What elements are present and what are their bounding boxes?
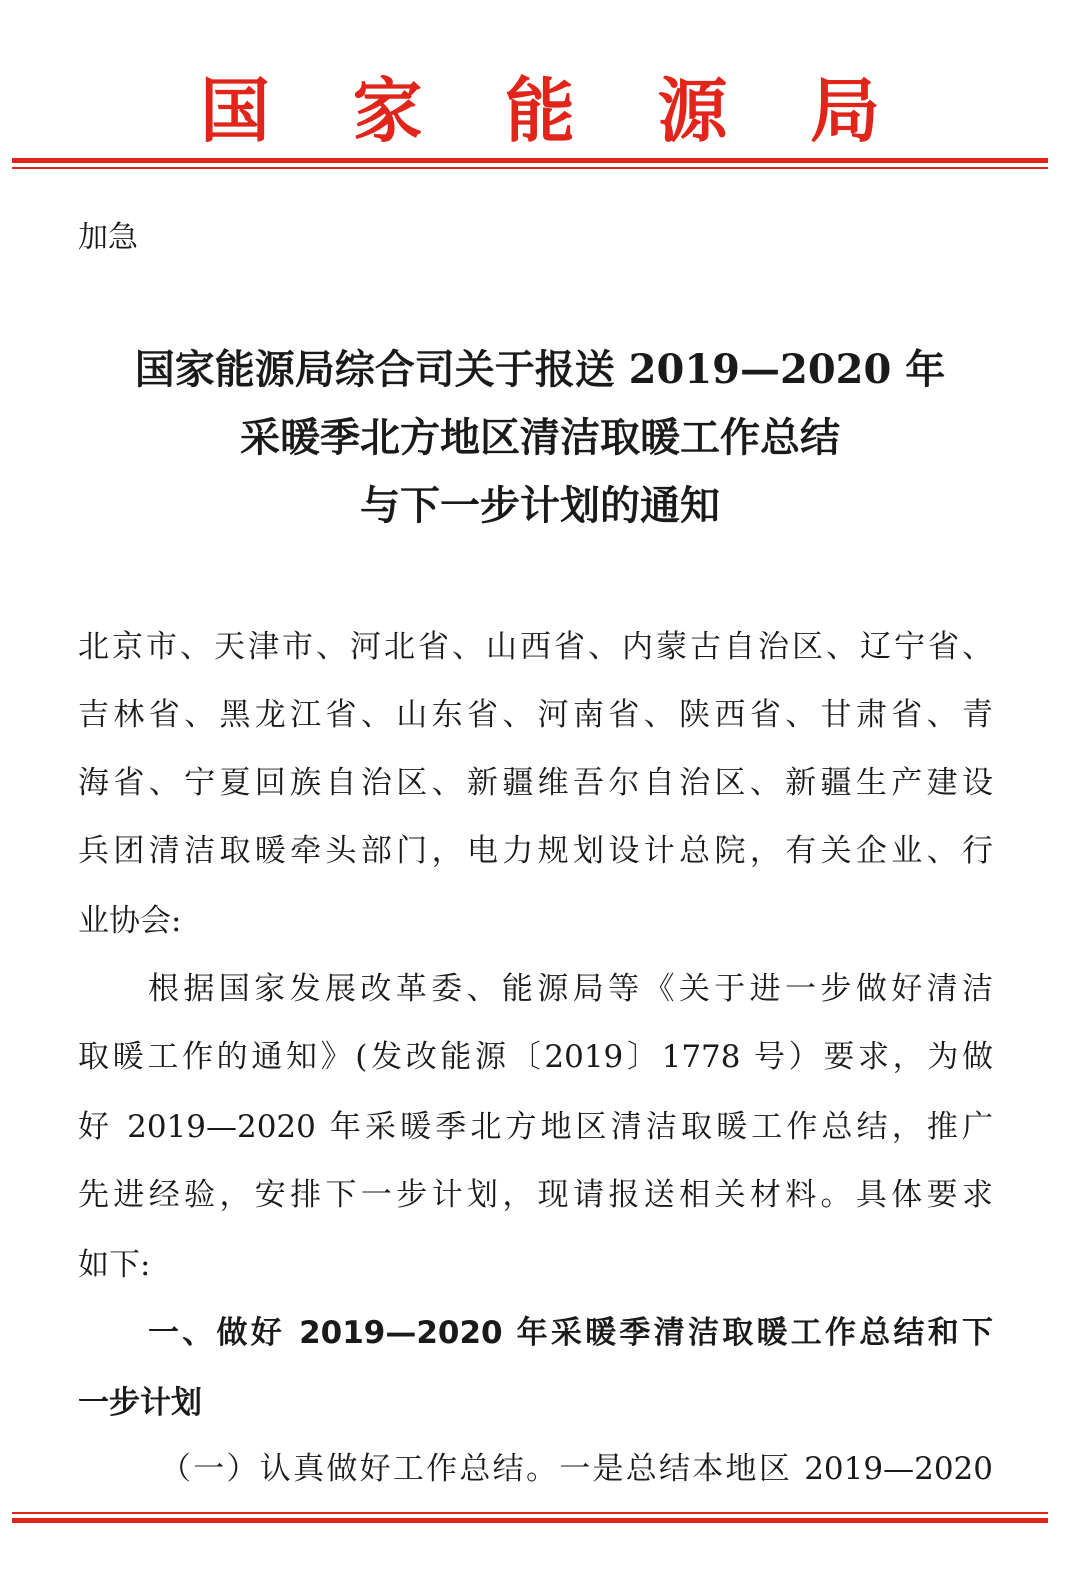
paragraph-line: 先进经验，安排下一步计划，现请报送相关材料。具体要求 bbox=[78, 1177, 993, 1213]
section-heading-line: 一、做好 2019—2020 年采暖季清洁取暖工作总结和下 bbox=[148, 1315, 993, 1351]
paragraph-line: 好 2019—2020 年采暖季北方地区清洁取暖工作总结，推广 bbox=[78, 1109, 993, 1145]
paragraph-line: 根据国家发展改革委、能源局等《关于进一步做好清洁 bbox=[148, 971, 993, 1007]
document-title bbox=[60, 336, 1020, 540]
header-divider-thick bbox=[12, 158, 1048, 163]
letterhead-char: 家 bbox=[352, 68, 423, 152]
section-heading-line: 一步计划 bbox=[78, 1385, 202, 1421]
recipients-line: 兵团清洁取暖牵头部门，电力规划设计总院，有关企业、行 bbox=[78, 833, 993, 869]
title-line-2: 采暖季北方地区清洁取暖工作总结 bbox=[240, 414, 840, 461]
footer-divider-thin bbox=[12, 1512, 1048, 1514]
letterhead-char: 国 bbox=[200, 68, 270, 152]
recipients-line: 业协会: bbox=[78, 903, 182, 939]
recipients-line: 海省、宁夏回族自治区、新疆维吾尔自治区、新疆生产建设 bbox=[78, 765, 993, 801]
title-line-3: 与下一步计划的通知 bbox=[360, 482, 720, 529]
paragraph-line: 如下: bbox=[78, 1247, 151, 1283]
paragraph-line: 取暖工作的通知》(发改能源〔2019〕1778 号）要求，为做 bbox=[78, 1039, 993, 1075]
letterhead-title bbox=[200, 60, 880, 150]
title-line-1: 国家能源局综合司关于报送 2019—2020 年 bbox=[134, 346, 946, 393]
header-divider-thin bbox=[12, 167, 1048, 169]
footer-divider-thick bbox=[12, 1518, 1048, 1523]
urgency-label: 加急 bbox=[78, 220, 138, 255]
recipients-line: 北京市、天津市、河北省、山西省、内蒙古自治区、辽宁省、 bbox=[78, 629, 993, 665]
subsection-line: （一）认真做好工作总结。一是总结本地区 2019—2020 bbox=[160, 1451, 993, 1487]
letterhead-char: 能 bbox=[505, 68, 575, 152]
letterhead-char: 源 bbox=[657, 68, 728, 152]
letterhead-char: 局 bbox=[810, 68, 880, 152]
recipients-line: 吉林省、黑龙江省、山东省、河南省、陕西省、甘肃省、青 bbox=[78, 697, 993, 733]
